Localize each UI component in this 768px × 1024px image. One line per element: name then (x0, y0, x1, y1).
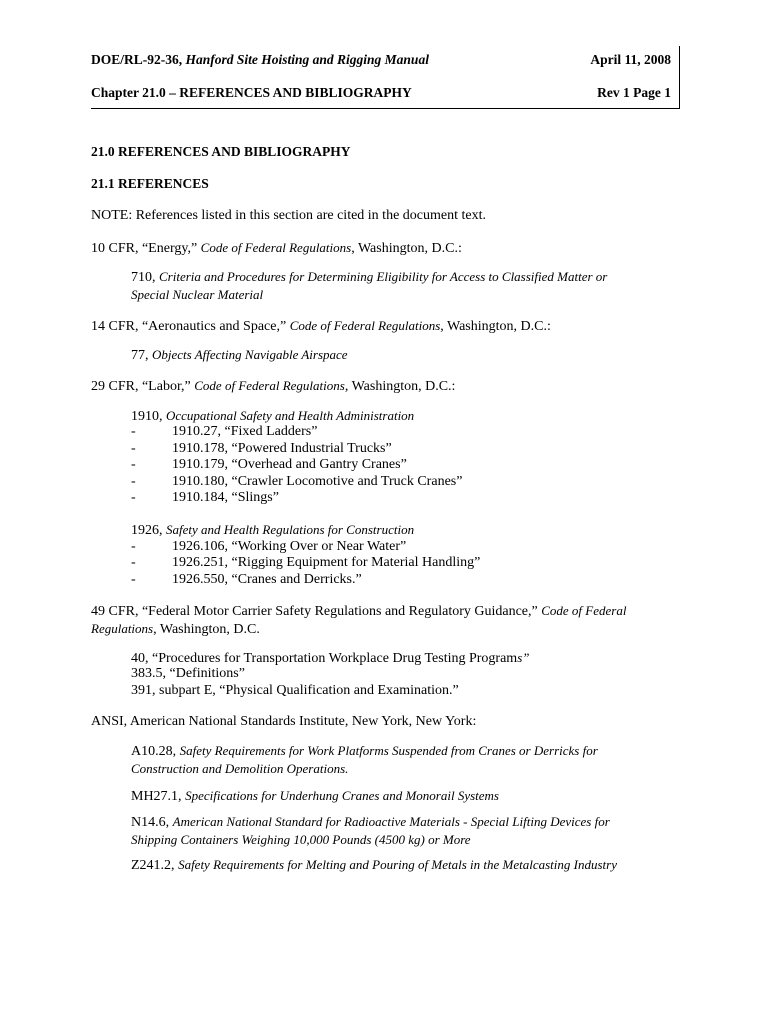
list-dash: - (131, 441, 136, 456)
list-dash: - (131, 424, 136, 439)
list-item: 1926.106, “Working Over or Near Water” (172, 539, 407, 554)
ansi-a10-28: A10.28, Safety Requirements for Work Platforms Suspended from Cranes or Derricks for (131, 743, 598, 759)
cfr10-item-710-cont: Special Nuclear Material (131, 287, 264, 302)
rev-page: Rev 1 Page 1 (597, 85, 671, 100)
ansi-n14-6-cont: Shipping Containers Weighing 10,000 Pounds (4500 kg) or More (131, 832, 471, 847)
section-title: 21.0 REFERENCES AND BIBLIOGRAPHY (91, 144, 351, 159)
cfr49-item-40: 40, “Procedures for Transportation Workplace Drug Testing Programs” (131, 650, 530, 666)
doc-title: DOE/RL-92-36, Hanford Site Hoisting and Rigging Manual (91, 52, 429, 67)
list-dash: - (131, 490, 136, 505)
cfr49-item-383: 383.5, “Definitions” (131, 666, 245, 681)
ansi-a10-28-cont: Construction and Demolition Operations. (131, 761, 349, 776)
cfr49-lead: 49 CFR, “Federal Motor Carrier Safety Regulations and Regulatory Guidance,” Code of Federal (91, 603, 627, 619)
ansi-z241-2: Z241.2, Safety Requirements for Melting and Pouring of Metals in the Metalcasting Industry (131, 857, 617, 873)
ansi-n14-6: N14.6, American National Standard for Radioactive Materials - Special Lifting Devices for (131, 814, 610, 830)
cfr10-lead: 10 CFR, “Energy,” Code of Federal Regulations, Washington, D.C.: (91, 240, 462, 256)
list-item: 1910.27, “Fixed Ladders” (172, 424, 318, 439)
chapter-title: Chapter 21.0 – REFERENCES AND BIBLIOGRAPHY (91, 85, 412, 100)
list-item: 1926.550, “Cranes and Derricks.” (172, 572, 362, 587)
list-item: 1910.180, “Crawler Locomotive and Truck Cranes” (172, 474, 463, 489)
list-item: 1926.251, “Rigging Equipment for Material Handling” (172, 555, 481, 570)
list-dash: - (131, 474, 136, 489)
ansi-mh27-1: MH27.1, Specifications for Underhung Cranes and Monorail Systems (131, 788, 499, 804)
cfr49-lead-cont: Regulations, Washington, D.C. (91, 621, 260, 637)
cfr29-lead: 29 CFR, “Labor,” Code of Federal Regulations, Washington, D.C.: (91, 378, 456, 394)
list-item: 1910.184, “Slings” (172, 490, 279, 505)
list-dash: - (131, 539, 136, 554)
cfr49-item-391: 391, subpart E, “Physical Qualification and Examination.” (131, 683, 459, 698)
cfr14-lead: 14 CFR, “Aeronautics and Space,” Code of Federal Regulations, Washington, D.C.: (91, 318, 551, 334)
list-dash: - (131, 457, 136, 472)
list-dash: - (131, 572, 136, 587)
list-item: 1910.179, “Overhead and Gantry Cranes” (172, 457, 407, 472)
list-dash: - (131, 555, 136, 570)
note-text: NOTE: References listed in this section are cited in the document text. (91, 208, 486, 223)
header-vertical-rule (679, 46, 680, 109)
header-horizontal-rule (91, 108, 680, 109)
list-item: 1910.178, “Powered Industrial Trucks” (172, 441, 392, 456)
ansi-lead: ANSI, American National Standards Institute, New York, New York: (91, 714, 477, 729)
cfr14-item-77: 77, Objects Affecting Navigable Airspace (131, 347, 348, 363)
cfr10-item-710: 710, Criteria and Procedures for Determining Eligibility for Access to Classified Matter or (131, 269, 608, 285)
cfr29-part-1910: 1910, Occupational Safety and Health Administration (131, 408, 415, 424)
cfr29-part-1926: 1926, Safety and Health Regulations for Construction (131, 522, 415, 538)
doc-date: April 11, 2008 (590, 52, 671, 67)
subsection-title: 21.1 REFERENCES (91, 176, 209, 191)
